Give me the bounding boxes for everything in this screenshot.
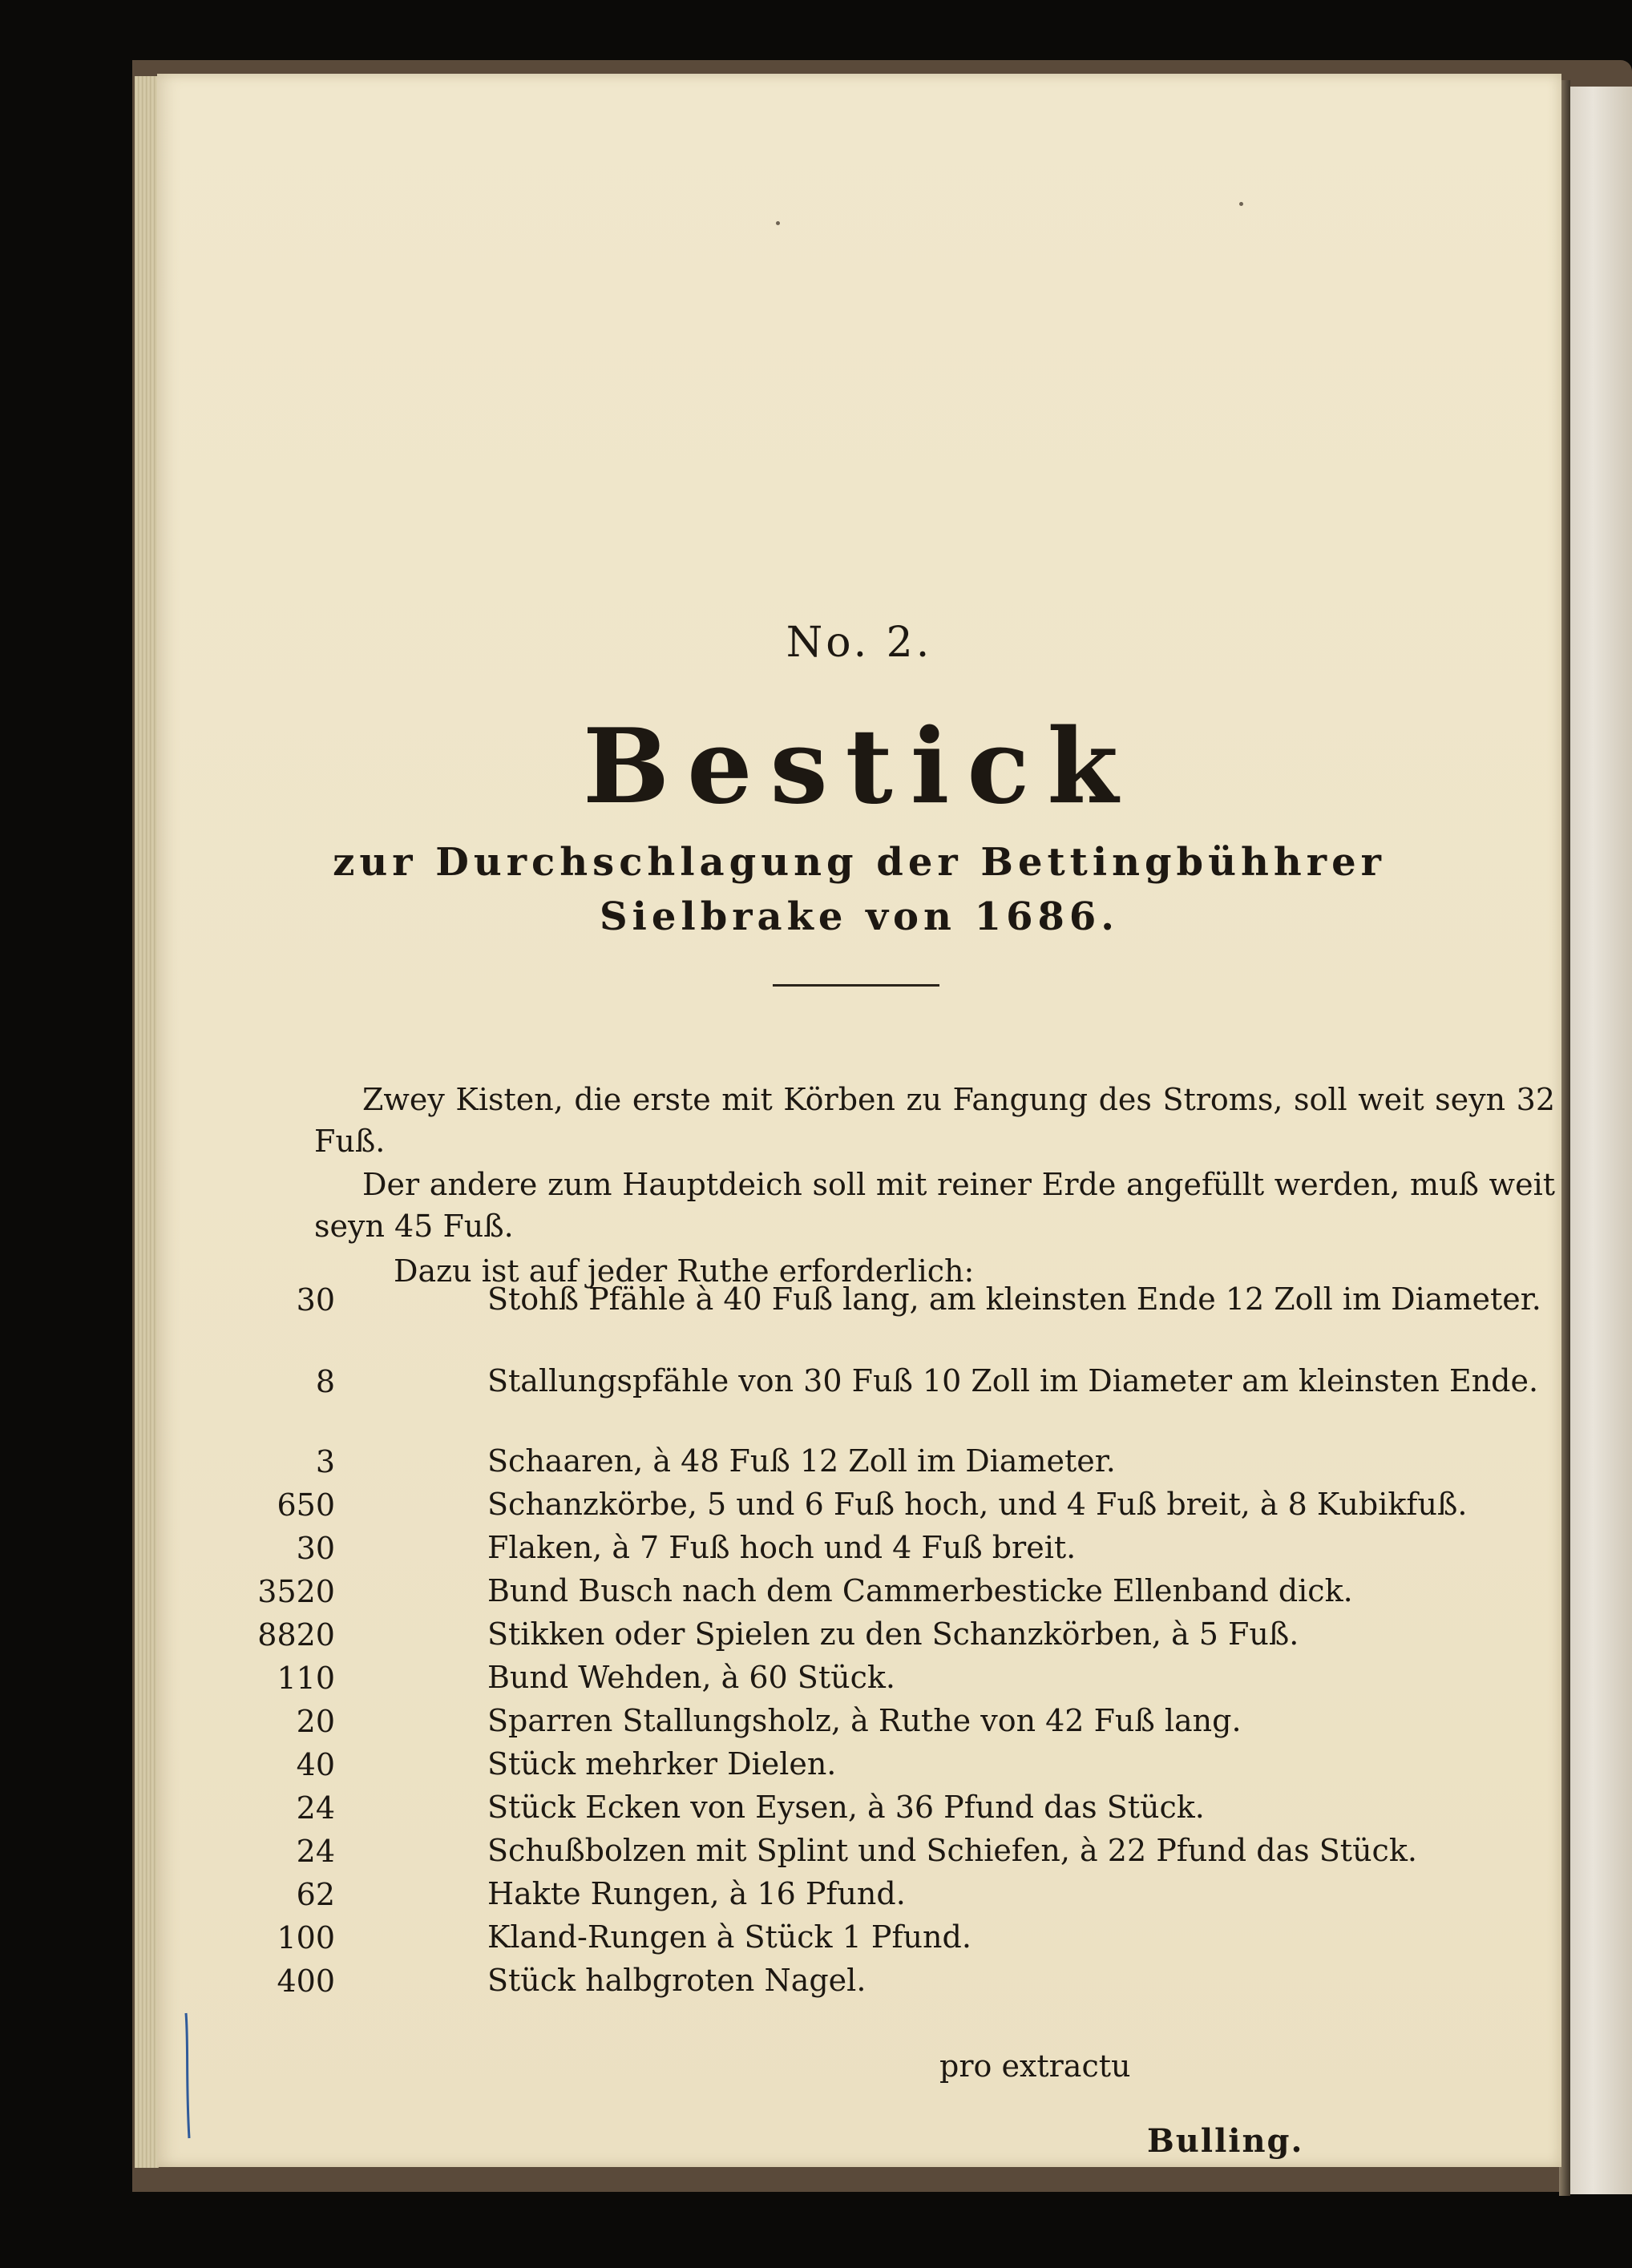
page-stack-edge <box>135 76 159 2168</box>
item-description: Stück halbgroten Nagel. <box>487 1963 866 1998</box>
paragraph-1 <box>314 1079 1555 1162</box>
subtitle-line-1: zur Durchschlagung der Bettingbühhrer <box>333 840 1386 885</box>
list-item <box>157 1282 1561 1324</box>
item-description: Stohß Pfähle à 40 Fuß lang, am kleinsten Ende 12 Zoll im Diameter. <box>487 1281 1541 1317</box>
title-divider <box>773 984 939 987</box>
paper-speck <box>776 221 780 225</box>
item-description: Stikken oder Spielen zu den Schanzkörben, à 5 Fuß. <box>487 1616 1299 1652</box>
signature-preamble: pro extractu <box>939 2048 1131 2084</box>
subtitle-line-2: Sielbrake von 1686. <box>600 894 1119 939</box>
item-description: Schaaren, à 48 Fuß 12 Zoll im Diameter. <box>487 1443 1116 1479</box>
item-quantity: 20 <box>296 1704 335 1739</box>
item-quantity: 24 <box>296 1790 335 1826</box>
list-item <box>157 1574 1561 1616</box>
item-quantity: 8820 <box>257 1617 335 1653</box>
list-item <box>157 1790 1561 1832</box>
list-item <box>157 1444 1561 1486</box>
list-item <box>157 1920 1561 1962</box>
item-quantity: 110 <box>277 1661 335 1696</box>
list-item <box>157 1747 1561 1789</box>
item-description: Stallungspfähle von 30 Fuß 10 Zoll im Diameter am kleinsten Ende. <box>487 1363 1539 1398</box>
list-item <box>157 1661 1561 1702</box>
item-quantity: 62 <box>296 1877 335 1912</box>
item-description: Stück mehrker Dielen. <box>487 1746 837 1782</box>
item-description: Bund Wehden, à 60 Stück. <box>487 1660 895 1695</box>
list-item <box>157 1617 1561 1659</box>
blue-pen-mark <box>184 2012 191 2140</box>
document-page <box>157 74 1561 2167</box>
item-quantity: 400 <box>277 1963 335 1999</box>
facing-page-edge <box>1567 87 1632 2194</box>
item-description: Hakte Rungen, à 16 Pfund. <box>487 1876 906 1911</box>
item-quantity: 3520 <box>257 1574 335 1609</box>
paragraph-2-text: Der andere zum Hauptdeich soll mit reiner Erde angefüllt werden, muß weit seyn 45 Fuß. <box>314 1167 1555 1244</box>
paragraph-2 <box>314 1164 1555 1247</box>
item-description: Sparren Stallungsholz, à Ruthe von 42 Fuß lang. <box>487 1703 1242 1738</box>
item-quantity: 40 <box>296 1747 335 1782</box>
item-description: Bund Busch nach dem Cammerbesticke Ellenband dick. <box>487 1573 1353 1608</box>
list-intro: Dazu ist auf jeder Ruthe erforderlich: <box>394 1253 975 1289</box>
list-item <box>157 1487 1561 1529</box>
item-quantity: 30 <box>296 1531 335 1566</box>
item-quantity: 650 <box>277 1487 335 1523</box>
document-title: Bestick <box>582 707 1137 827</box>
list-item <box>157 1834 1561 1875</box>
list-item <box>157 1963 1561 2005</box>
item-quantity: 3 <box>315 1444 335 1479</box>
item-description: Stück Ecken von Eysen, à 36 Pfund das Stück. <box>487 1790 1205 1825</box>
signature-name: Bulling. <box>1147 2122 1304 2160</box>
item-quantity: 100 <box>277 1920 335 1955</box>
item-description: Kland-Rungen à Stück 1 Pfund. <box>487 1919 972 1955</box>
paragraph-1-text: Zwey Kisten, die erste mit Körben zu Fangung des Stroms, soll weit seyn 32 Fuß. <box>314 1082 1555 1159</box>
item-description: Schußbolzen mit Splint und Schiefen, à 22 Pfund das Stück. <box>487 1833 1417 1868</box>
list-item <box>157 1877 1561 1919</box>
item-description: Schanzkörbe, 5 und 6 Fuß hoch, und 4 Fuß breit, à 8 Kubikfuß. <box>487 1487 1468 1522</box>
list-item <box>157 1531 1561 1572</box>
document-number: No. 2. <box>786 619 933 667</box>
item-quantity: 30 <box>296 1282 335 1318</box>
list-item <box>157 1364 1561 1406</box>
item-quantity: 24 <box>296 1834 335 1869</box>
item-description: Flaken, à 7 Fuß hoch und 4 Fuß breit. <box>487 1530 1077 1565</box>
item-quantity: 8 <box>315 1364 335 1399</box>
list-item <box>157 1704 1561 1745</box>
paper-speck <box>1239 202 1243 206</box>
